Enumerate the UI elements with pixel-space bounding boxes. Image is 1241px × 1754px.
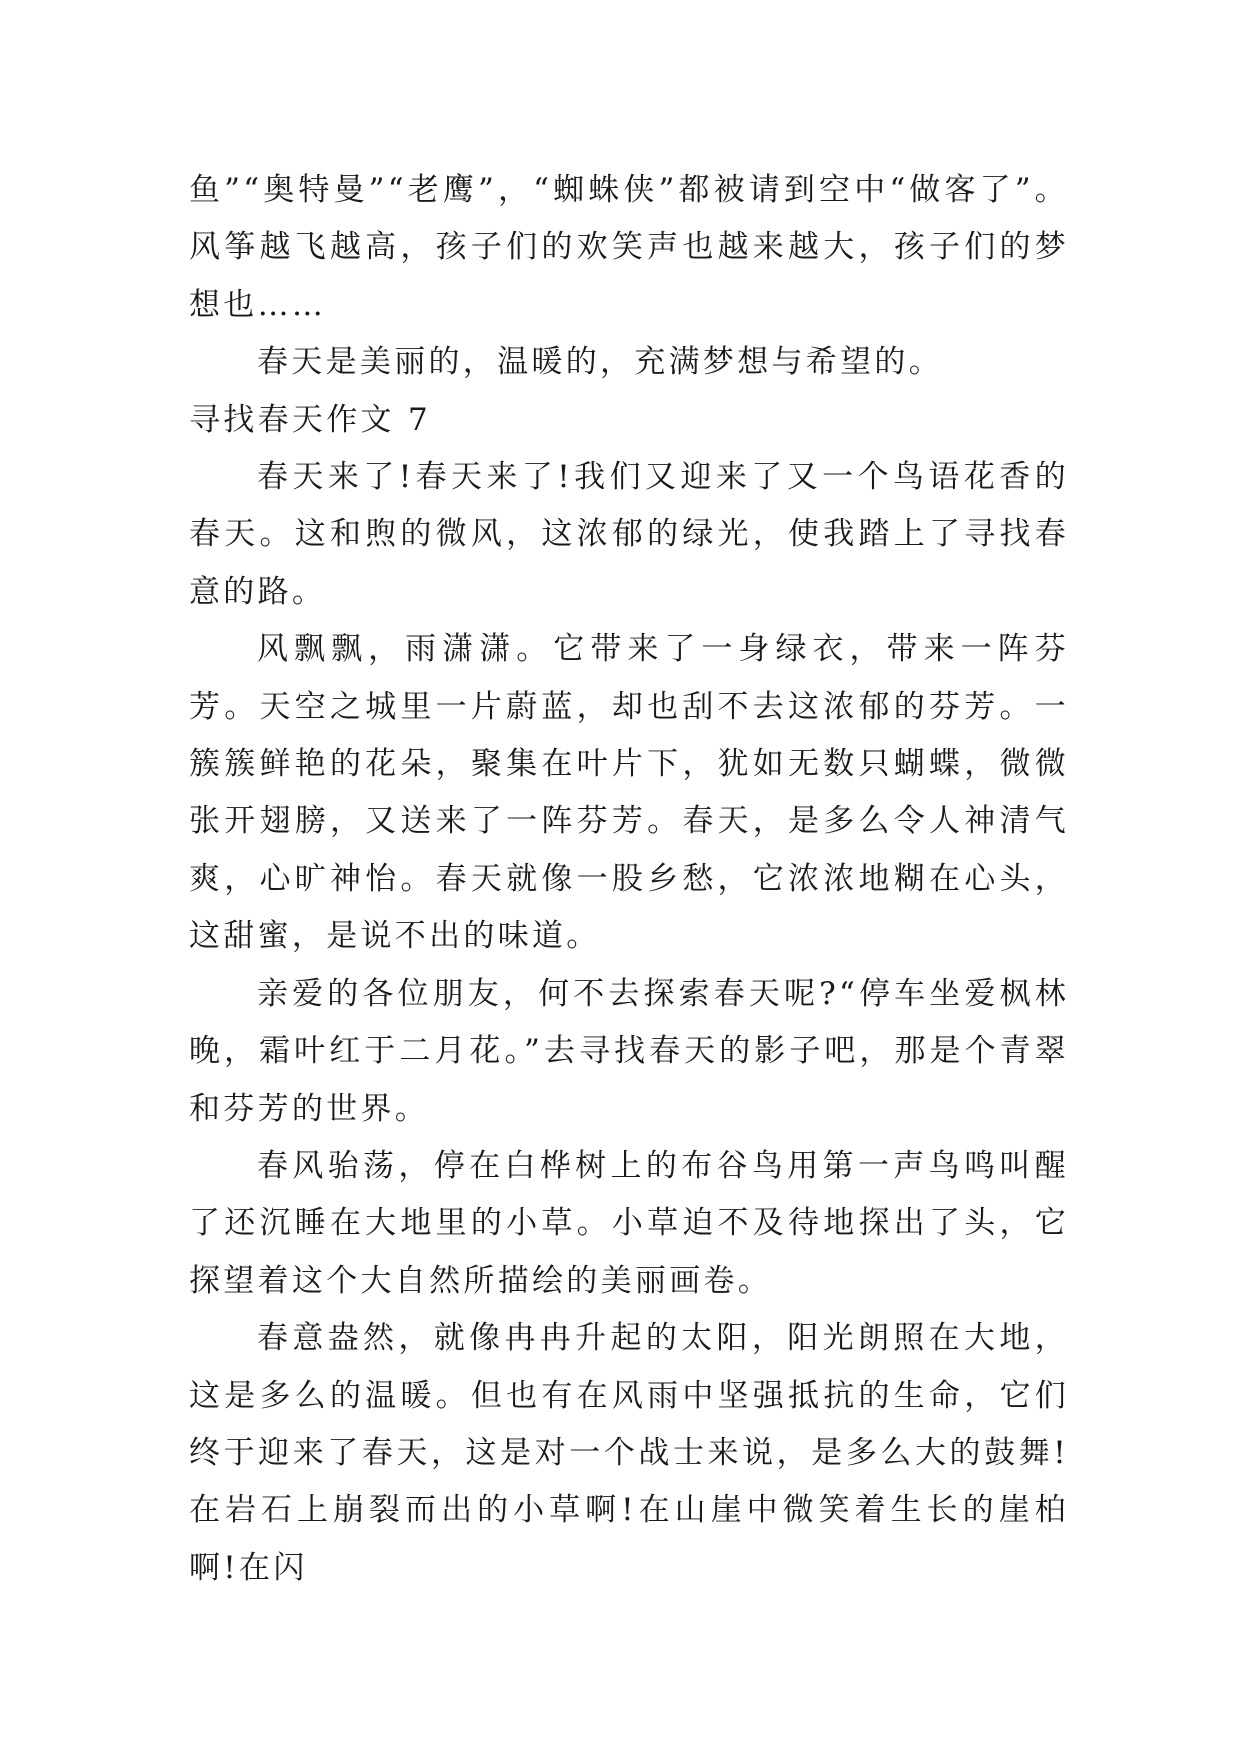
paragraph-spring-vitality: 春意盎然，就像冉冉升起的太阳，阳光朗照在大地，这是多么的温暖。但也有在风雨中坚强抵抗的生命，它们终于迎来了春天，这是对一个战士来说，是多么大的鼓舞!在岩石上崩裂而出的小草啊!在山崖中微笑着生长的崖柏啊!在闪 (189, 1320, 1069, 1586)
document-body (189, 162, 1069, 1597)
paragraph-friends-explore: 亲爱的各位朋友，何不去探索春天呢?“停车坐爱枫林晚，霜叶红于二月花。”去寻找春天的影子吧，那是个青翠和芬芳的世界。 (189, 975, 1069, 1127)
paragraph-spring-arrives: 春天来了!春天来了!我们又迎来了又一个鸟语花香的春天。这和煦的微风，这浓郁的绿光，使我踏上了寻找春意的路。 (189, 459, 1069, 610)
paragraph-spring-summary: 春天是美丽的，温暖的，充满梦想与希望的。 (257, 344, 943, 381)
paragraph-kite-continuation: 鱼”“奥特曼”“老鹰”，“蜘蛛侠”都被请到空中“做客了”。风筝越飞越高，孩子们的欢笑声也越来越大，孩子们的梦想也…… (189, 172, 1069, 323)
paragraph-wind-rain: 风飘飘，雨潇潇。它带来了一身绿衣，带来一阵芬芳。天空之城里一片蔚蓝，却也刮不去这浓郁的芬芳。一簇簇鲜艳的花朵，聚集在叶片下，犹如无数只蝴蝶，微微张开翅膀，又送来了一阵芬芳。春天，是多么令人神清气爽，心旷神怡。春天就像一股乡愁，它浓浓地糊在心头，这甜蜜，是说不出的味道。 (189, 631, 1069, 955)
section-title: 寻找春天作文 7 (189, 401, 431, 438)
paragraph-spring-breeze: 春风骀荡，停在白桦树上的布谷鸟用第一声鸟鸣叫醒了还沉睡在大地里的小草。小草迫不及待地探出了头，它探望着这个大自然所描绘的美丽画卷。 (189, 1147, 1069, 1299)
